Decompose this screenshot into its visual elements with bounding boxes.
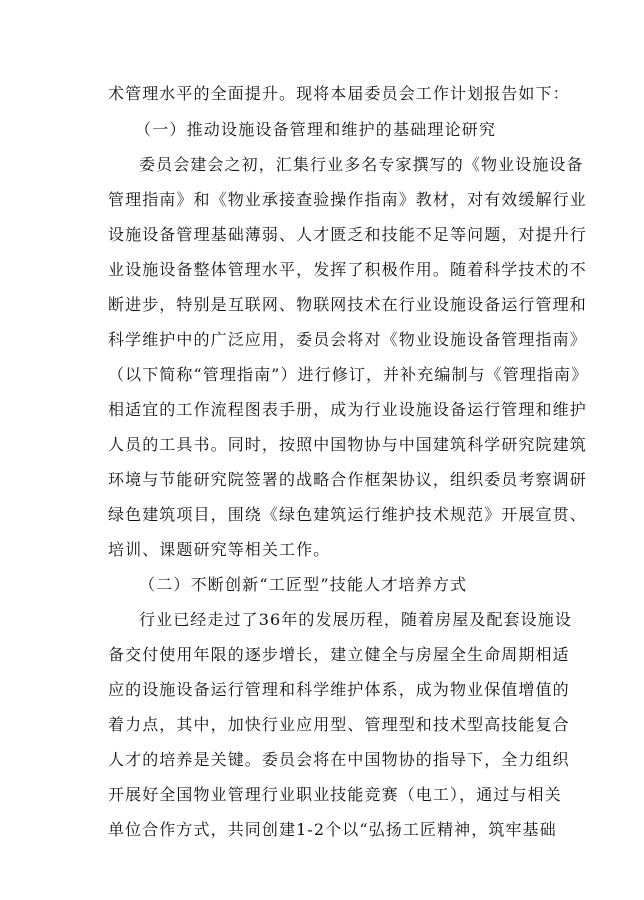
paragraph-line: 断进步，特别是互联网、物联网技术在行业设施设备运行管理和 bbox=[108, 295, 587, 314]
section-heading: （一）推动设施设备管理和维护的基础理论研究 bbox=[135, 120, 497, 139]
paragraph-line: 应的设施设备运行管理和科学维护体系，成为物业保值增值的 bbox=[108, 680, 570, 699]
paragraph-line: 人员的工具书。同时，按照中国物协与中国建筑科学研究院建筑 bbox=[108, 435, 587, 454]
paragraph-line: 管理指南》和《物业承接查验操作指南》教材，对有效缓解行业 bbox=[108, 190, 587, 209]
paragraph-line: 备交付使用年限的逐步增长，建立健全与房屋全生命周期相适 bbox=[108, 645, 570, 664]
paragraph-line: 培训、课题研究等相关工作。 bbox=[108, 540, 331, 559]
paragraph-line: 术管理水平的全面提升。现将本届委员会工作计划报告如下： bbox=[108, 84, 570, 103]
paragraph-line: 人才的培养是关键。委员会将在中国物协的指导下，全力组织 bbox=[108, 750, 570, 769]
paragraph-line: 开展好全国物业管理行业职业技能竞赛（电工），通过与相关 bbox=[108, 785, 562, 804]
paragraph-line: 行业已经走过了36年的发展历程，随着房屋及配套设施设 bbox=[139, 610, 572, 629]
paragraph-line: （以下简称“管理指南”）进行修订，并补充编制与《管理指南》 bbox=[108, 365, 589, 384]
section-heading: （二）不断创新“工匠型”技能人才培养方式 bbox=[139, 575, 468, 594]
paragraph-line: 着力点，其中，加快行业应用型、管理型和技术型高技能复合 bbox=[108, 715, 570, 734]
paragraph-line: 单位合作方式，共同创建1-2个以“弘扬工匠精神，筑牢基础 bbox=[108, 820, 557, 839]
paragraph-line: 委员会建会之初，汇集行业多名专家撰写的《物业设施设备 bbox=[139, 155, 584, 174]
paragraph-line: 绿色建筑项目，围绕《绿色建筑运行维护技术规范》开展宣贯、 bbox=[108, 505, 587, 524]
paragraph-line: 设施设备管理基础薄弱、人才匮乏和技能不足等问题，对提升行 bbox=[108, 225, 587, 244]
paragraph-line: 科学维护中的广泛应用，委员会将对《物业设施设备管理指南》 bbox=[108, 330, 587, 349]
paragraph-line: 业设施设备整体管理水平，发挥了积极作用。随着科学技术的不 bbox=[108, 260, 587, 279]
paragraph-line: 相适宜的工作流程图表手册，成为行业设施设备运行管理和维护 bbox=[108, 400, 587, 419]
paragraph-line: 环境与节能研究院签署的战略合作框架协议，组织委员考察调研 bbox=[108, 470, 587, 489]
